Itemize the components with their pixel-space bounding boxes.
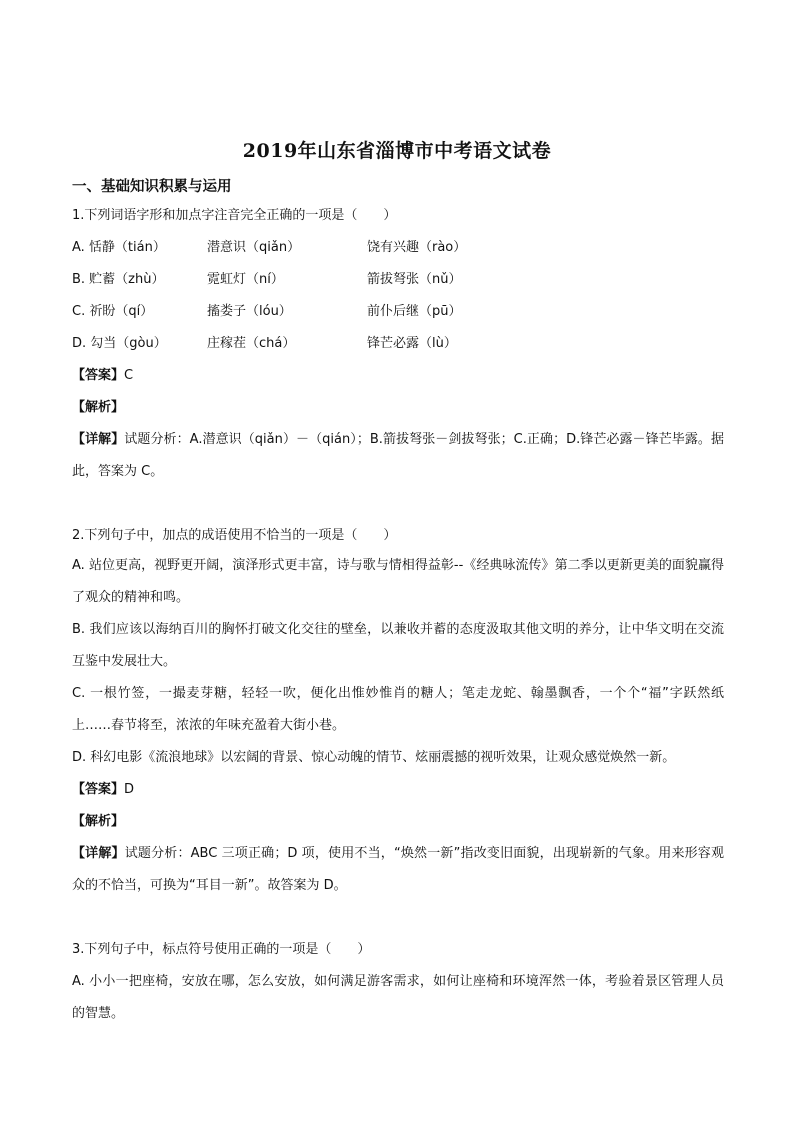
answer-label: 【答案】 bbox=[72, 782, 125, 797]
page-title: 2019年山东省淄博市中考语文试卷 bbox=[242, 140, 552, 162]
answer-value: D bbox=[124, 782, 135, 797]
analysis-label: 【解析】 bbox=[72, 400, 125, 415]
question-2-answer bbox=[72, 780, 134, 800]
question-2-option-c: C. 一根竹签，一撮麦芽糖，轻轻一吹，便化出惟妙惟肖的糖人；笔走龙蛇、翰墨飘香，一个个“福”字跃然纸上……春节将至，浓浓的年味充盈着大街小巷。 bbox=[72, 686, 724, 733]
question-2-analysis-label bbox=[72, 812, 124, 832]
question-1-option-b bbox=[72, 270, 732, 290]
option-word: 饶有兴趣（rào） bbox=[367, 240, 467, 255]
detail-label: 【详解】 bbox=[72, 846, 125, 861]
option-word: 锋芒必露（lù） bbox=[367, 336, 457, 351]
question-2-option-d: D. 科幻电影《流浪地球》以宏阔的背景、惊心动魄的情节、炫丽震撼的视听效果，让观众感觉焕然一新。 bbox=[72, 750, 676, 765]
option-word: B. 贮蓄（zhù） bbox=[72, 272, 165, 287]
question-3-option-a: A. 小小一把座椅，安放在哪，怎么安放，如何满足游客需求，如何让座椅和环境浑然一体，考验着景区管理人员的智慧。 bbox=[72, 974, 724, 1021]
detail-text: 试题分析：A.潜意识（qiǎn）－（qián）；B.箭拔弩张－剑拔弩张；C.正确；D.锋芒必露－锋芒毕露。据此，答案为 C。 bbox=[72, 432, 724, 479]
option-word: 箭拔弩张（nǔ） bbox=[367, 272, 462, 287]
question-1-option-d bbox=[72, 334, 732, 354]
option-word: 前仆后继（pū） bbox=[367, 304, 462, 319]
option-word: 搐娄子（lóu） bbox=[207, 304, 292, 319]
option-word: 潜意识（qiǎn） bbox=[207, 240, 301, 255]
option-word: A. 恬静（tián） bbox=[72, 240, 166, 255]
option-word: C. 祈盼（qí） bbox=[72, 304, 154, 319]
question-1-detail bbox=[72, 424, 724, 488]
detail-label: 【详解】 bbox=[72, 432, 125, 447]
option-word: D. 勾当（gòu） bbox=[72, 336, 167, 351]
question-2-option-a: A. 站位更高，视野更开阔，演泽形式更丰富，诗与歌与情相得益彰--《经典咏流传》第二季以更新更美的面貌赢得了观众的精神和鸣。 bbox=[72, 558, 724, 605]
detail-text: 试题分析：ABC 三项正确；D 项，使用不当，“焕然一新”指改变旧面貌，出现崭新的气象。用来形容观众的不恰当，可换为“耳目一新”。故答案为 D。 bbox=[72, 846, 724, 893]
analysis-label: 【解析】 bbox=[72, 814, 125, 829]
question-1-analysis-label bbox=[72, 398, 124, 418]
answer-value: C bbox=[124, 368, 134, 383]
question-2-option-b: B. 我们应该以海纳百川的胸怀打破文化交往的壁垒，以兼收并蓄的态度汲取其他文明的养分，让中华文明在交流互鉴中发展壮大。 bbox=[72, 622, 724, 669]
question-1-stem: 1.下列词语字形和加点字注音完全正确的一项是（ ） bbox=[72, 208, 397, 223]
answer-label: 【答案】 bbox=[72, 368, 125, 383]
question-2-detail bbox=[72, 838, 724, 902]
section-heading: 一、基础知识积累与运用 bbox=[72, 179, 232, 195]
question-1-answer bbox=[72, 366, 133, 386]
question-3-stem: 3.下列句子中，标点符号使用正确的一项是（ ） bbox=[72, 942, 371, 957]
question-1-option-a bbox=[72, 238, 732, 258]
option-word: 霓虹灯（ní） bbox=[207, 272, 284, 287]
option-word: 庄稼茬（chá） bbox=[207, 336, 296, 351]
question-2-stem: 2.下列句子中，加点的成语使用不恰当的一项是（ ） bbox=[72, 528, 397, 543]
question-1-option-c bbox=[72, 302, 732, 322]
